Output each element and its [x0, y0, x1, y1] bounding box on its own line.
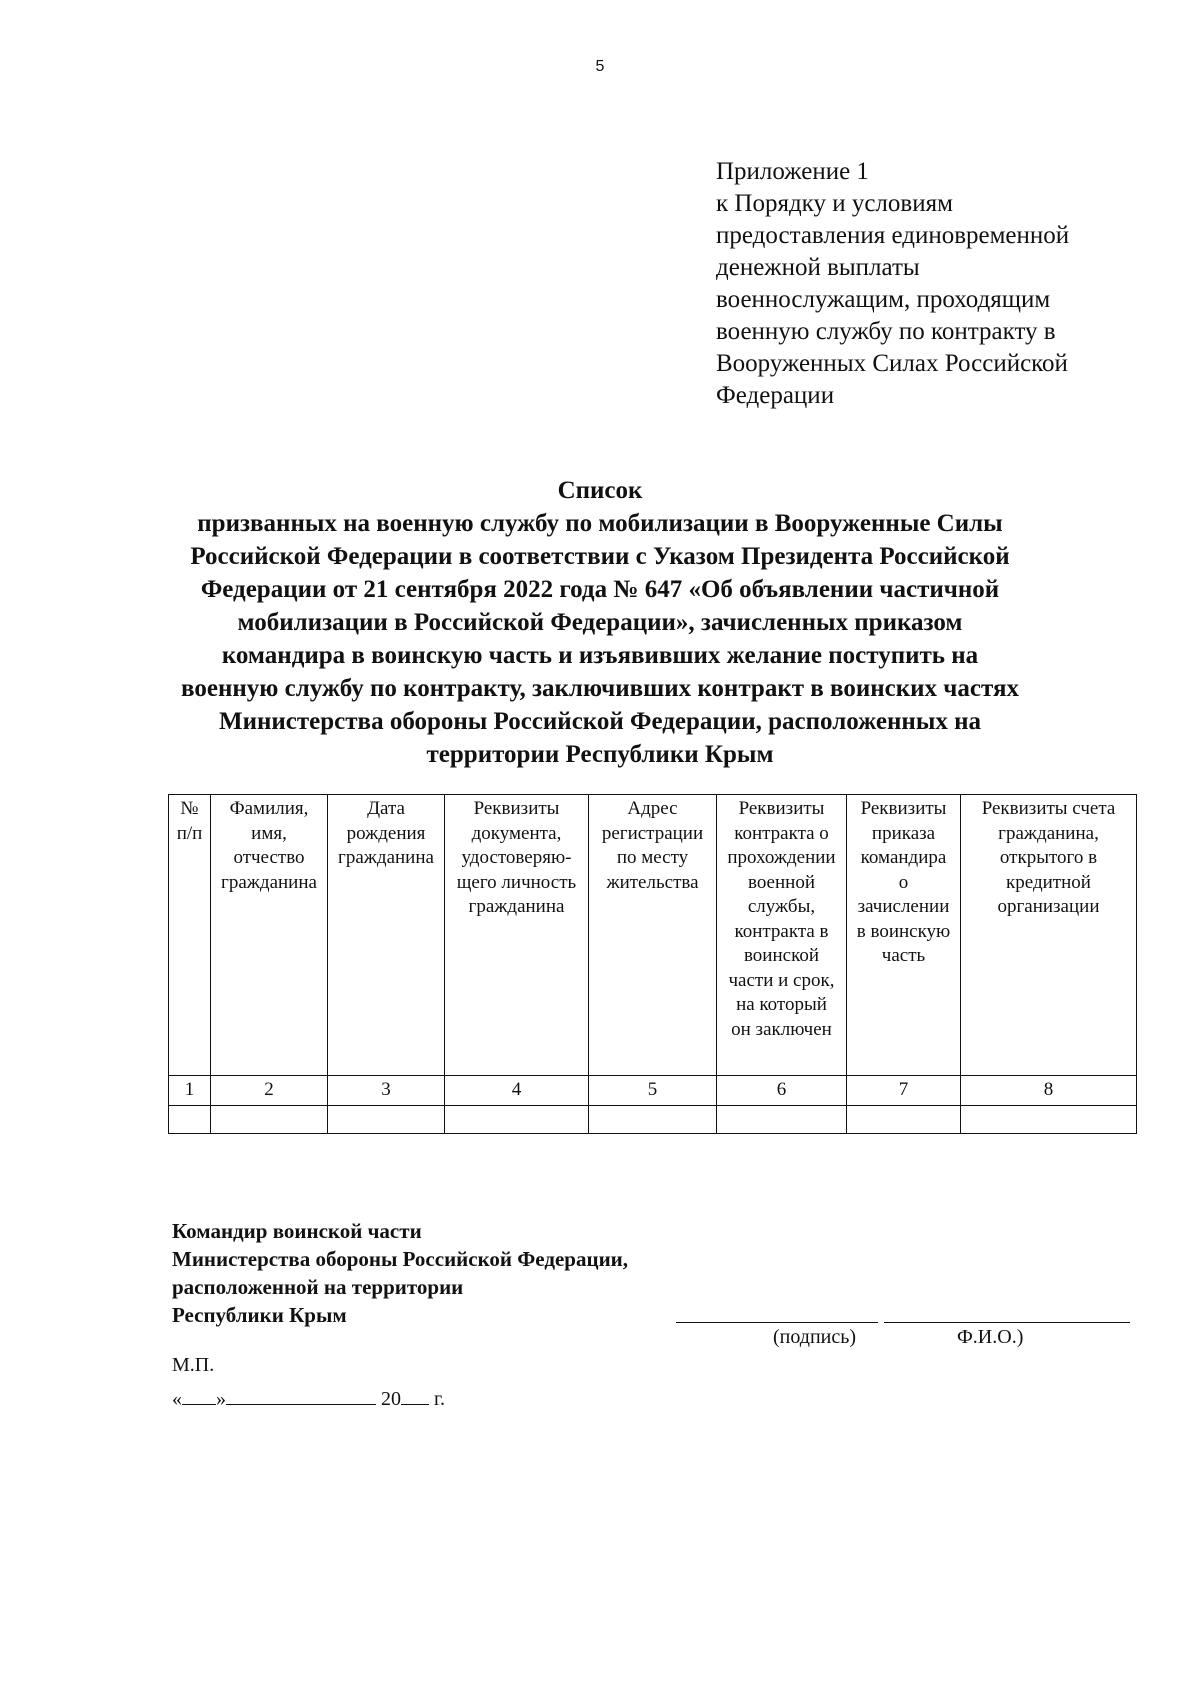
table-number-row: [169, 1076, 1137, 1106]
header-text: №: [180, 798, 199, 819]
column-number: 2: [211, 1076, 328, 1106]
table-empty-row: [169, 1106, 1137, 1134]
commander-signature-block: [172, 1217, 628, 1329]
column-number: 8: [961, 1076, 1137, 1106]
title-line: военную службу по контракту, заключивших контракт в воинских частях: [181, 675, 1019, 702]
header-text: гражданина: [468, 896, 565, 917]
seal-and-date: [172, 1348, 445, 1416]
header-text: зачислении: [857, 896, 950, 917]
header-text: п/п: [176, 822, 203, 844]
title-line: Федерации от 21 сентября 2022 года № 647 «Об объявлении частичной: [200, 576, 1000, 603]
header-text: Реквизиты: [473, 798, 560, 819]
year-prefix: 20: [381, 1388, 401, 1410]
column-number: 3: [328, 1076, 445, 1106]
appendix-line: Федерации: [716, 382, 835, 409]
mobilized-list-table: [168, 794, 1137, 1134]
appendix-reference: [716, 156, 1156, 412]
column-header-birth-date: [328, 795, 445, 1076]
header-text: документа,: [471, 822, 562, 844]
empty-cell: [328, 1106, 445, 1134]
title-line: Министерства обороны Российской Федерации, расположенных на: [219, 708, 981, 735]
signature-line-text: расположенной на территории: [172, 1275, 464, 1299]
column-number: 4: [445, 1076, 589, 1106]
column-header-address: [589, 795, 717, 1076]
header-text: в воинскую: [856, 920, 951, 942]
empty-cell: [445, 1106, 589, 1134]
header-text: он заключен: [731, 1018, 832, 1040]
header-text: открытого в: [999, 847, 1098, 868]
empty-cell: [961, 1106, 1137, 1134]
page-number: 5: [595, 58, 605, 75]
header-text: воинской: [743, 945, 820, 966]
title-line: территории Республики Крым: [426, 741, 774, 768]
title-line: командира в воинскую часть и изъявивших желание поступить на: [221, 642, 979, 669]
header-text: Реквизиты: [860, 798, 947, 819]
appendix-line: военную службу по контракту в: [716, 318, 1056, 345]
empty-cell: [169, 1106, 211, 1134]
empty-cell: [211, 1106, 328, 1134]
title-line: мобилизации в Российской Федерации», зачисленных приказом: [237, 609, 963, 636]
seal-label: М.П.: [172, 1354, 215, 1376]
appendix-line: военнослужащим, проходящим: [716, 286, 1051, 313]
header-text: гражданина: [338, 847, 434, 868]
header-text: Фамилия,: [229, 798, 309, 819]
column-header-contract: [717, 795, 847, 1076]
column-number: 6: [717, 1076, 847, 1106]
open-quote: «: [172, 1388, 182, 1410]
header-text: военной: [747, 871, 815, 893]
column-number: 5: [589, 1076, 717, 1106]
title-line: призванных на военную службу по мобилизации в Вооруженные Силы: [197, 510, 1003, 537]
header-text: гражданина: [221, 871, 317, 893]
header-text: приказа: [871, 822, 936, 844]
empty-cell: [589, 1106, 717, 1134]
year-suffix: г.: [434, 1388, 445, 1410]
day-blank: [182, 1386, 216, 1405]
year-blank: [401, 1386, 429, 1405]
header-text: контракта о: [734, 822, 829, 844]
close-quote: »: [216, 1388, 226, 1410]
header-text: прохождении: [727, 847, 836, 868]
appendix-line: денежной выплаты: [716, 254, 920, 281]
header-text: командира: [860, 847, 947, 868]
header-text: часть: [881, 945, 926, 966]
date-line: [172, 1382, 445, 1416]
header-text: имя,: [251, 822, 287, 844]
header-text: щего личность: [456, 871, 577, 893]
header-text: по месту: [616, 847, 689, 868]
appendix-line: Приложение 1: [716, 158, 869, 185]
appendix-line: Вооруженных Силах Российской: [716, 350, 1068, 377]
column-header-full-name: [211, 795, 328, 1076]
empty-cell: [717, 1106, 847, 1134]
title-line: Российской Федерации в соответствии с Указом Президента Российской: [190, 543, 1010, 570]
header-text: жительства: [606, 871, 699, 893]
column-header-id-document: [445, 795, 589, 1076]
signature-line-text: Республики Крым: [172, 1303, 347, 1327]
header-text: отчество: [233, 847, 305, 868]
header-text: части и срок,: [728, 969, 835, 991]
header-text: кредитной: [1006, 871, 1091, 893]
signature-caption: (подпись): [773, 1326, 857, 1348]
month-blank: [226, 1386, 376, 1405]
title-heading: Список: [557, 477, 643, 504]
header-text: удостоверяю-: [461, 847, 572, 868]
empty-cell: [847, 1106, 961, 1134]
header-text: Адрес: [627, 798, 678, 819]
column-header-order: [847, 795, 961, 1076]
name-caption: Ф.И.О.): [957, 1326, 1024, 1348]
header-text: гражданина,: [998, 822, 1099, 844]
header-text: о: [898, 871, 909, 893]
document-title: [0, 474, 1200, 771]
signature-line-text: Министерства обороны Российской Федерации,: [172, 1247, 629, 1271]
column-number: 1: [169, 1076, 211, 1106]
name-underline: [884, 1322, 1130, 1323]
header-text: на который: [736, 994, 827, 1015]
column-header-number: [169, 795, 211, 1076]
header-text: контракта в: [734, 920, 829, 942]
column-number: 7: [847, 1076, 961, 1106]
appendix-line: предоставления единовременной: [716, 222, 1070, 249]
header-text: Реквизиты счета: [981, 798, 1116, 819]
header-text: службы,: [747, 896, 816, 917]
header-text: рождения: [346, 822, 426, 844]
header-text: Дата: [367, 798, 405, 819]
table-header-row: [169, 795, 1137, 1076]
header-text: регистрации: [601, 822, 704, 844]
signature-underline: [676, 1322, 878, 1323]
header-text: организации: [997, 896, 1100, 917]
signature-line-text: Командир воинской части: [172, 1219, 422, 1243]
header-text: Реквизиты: [738, 798, 825, 819]
appendix-line: к Порядку и условиям: [716, 190, 953, 217]
column-header-bank-account: [961, 795, 1137, 1076]
